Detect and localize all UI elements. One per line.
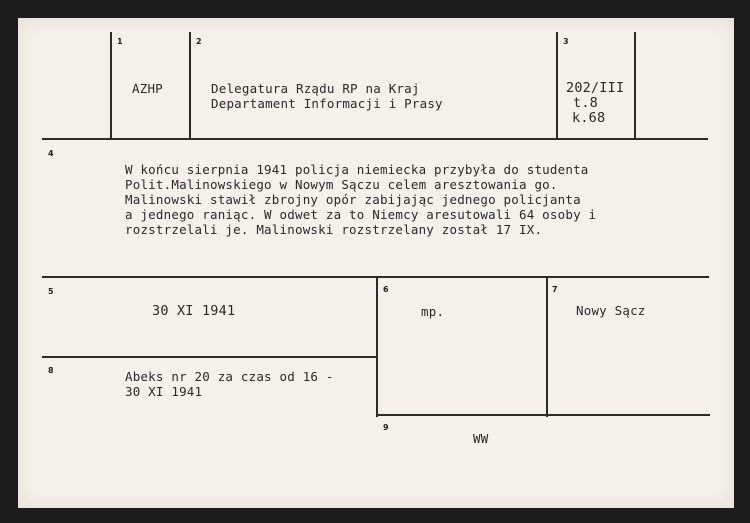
field-number-5: 5	[48, 287, 54, 296]
rule-v2	[189, 32, 191, 140]
rule-v4	[634, 32, 636, 140]
institution-line-2: Departament Informacji i Prasy	[211, 96, 443, 111]
field-number-8: 8	[48, 366, 54, 375]
rule-v5	[376, 277, 378, 417]
rule-v6	[546, 277, 548, 417]
field-number-9: 9	[383, 423, 389, 432]
field-number-6: 6	[383, 285, 389, 294]
field-number-2: 2	[196, 37, 202, 46]
initials-value: WW	[473, 431, 489, 446]
description-line-4: a jednego raniąc. W odwet za to Niemcy aresutowali 64 osoby i	[125, 207, 597, 222]
rule-v3	[556, 32, 558, 140]
description-line-5: rozstrzelali je. Malinowski rozstrzelany został 17 IX.	[125, 222, 543, 237]
institution-line-1: Delegatura Rządu RP na Kraj	[211, 81, 420, 96]
field-number-7: 7	[552, 285, 558, 294]
rule-h3	[42, 356, 376, 358]
rule-h4	[376, 414, 710, 416]
rule-h1	[42, 138, 708, 140]
source-line-2: 30 XI 1941	[125, 384, 203, 399]
signature-line-2: t.8	[573, 95, 598, 111]
place-value: Nowy Sącz	[576, 303, 646, 318]
field-number-3: 3	[563, 37, 569, 46]
description-line-2: Polit.Malinowskiego w Nowym Sączu celem aresztowania go.	[125, 177, 558, 192]
signature-line-1: 202/III	[566, 80, 625, 96]
archive-index-card	[18, 18, 734, 508]
date-value: 30 XI 1941	[152, 303, 236, 319]
signature-line-3: k.68	[572, 110, 606, 126]
archive-name: AZHP	[132, 81, 163, 96]
source-line-1: Abeks nr 20 za czas od 16 -	[125, 369, 334, 384]
description-line-1: W końcu sierpnia 1941 policja niemiecka przybyła do studenta	[125, 162, 589, 177]
field-6-value: mp.	[421, 304, 445, 319]
rule-v1	[110, 32, 112, 140]
field-number-1: 1	[117, 37, 123, 46]
field-number-4: 4	[48, 149, 54, 158]
description-line-3: Malinowski stawił zbrojny opór zabijając jednego policjanta	[125, 192, 581, 207]
